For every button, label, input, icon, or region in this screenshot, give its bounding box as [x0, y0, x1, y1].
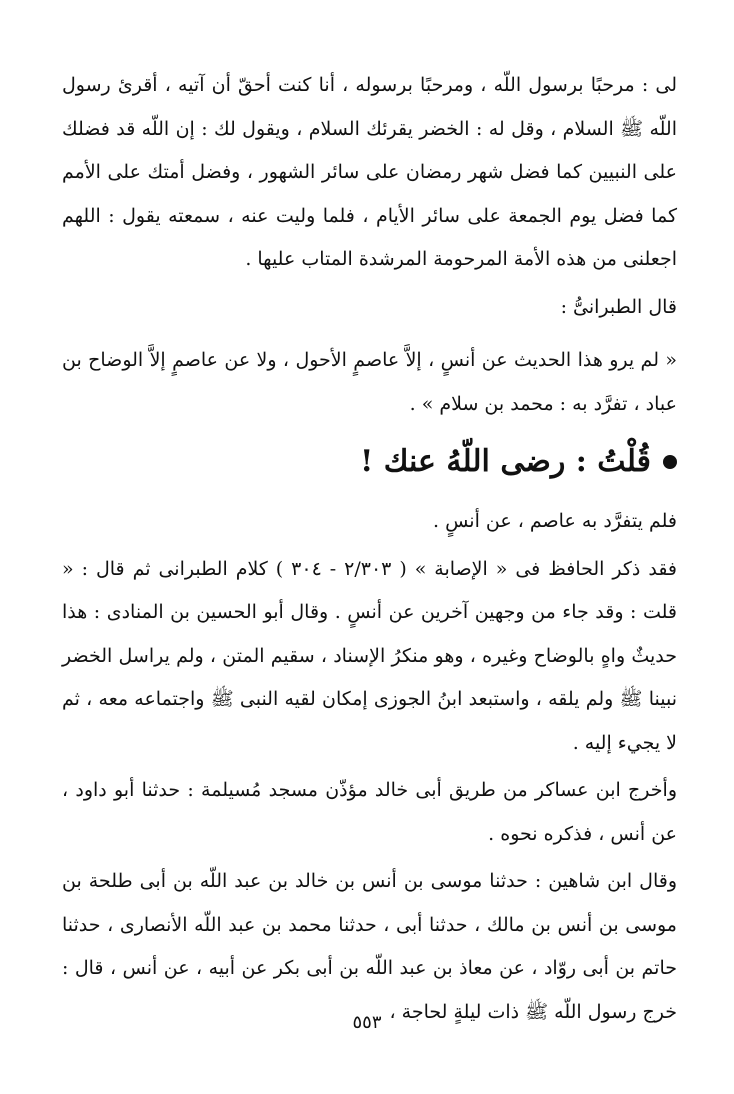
- paragraph-7: وقال ابن شاهين : حدثنا موسى بن أنس بن خالد بن عبد اللّه بن أبى طلحة بن موسى بن أنس بن مالك ، حدثنا أبى ، حدثنا محمد بن عبد اللّه الأنصارى ، حدثنا حاتم بن أبى روّاد ، عن معاذ بن عبد اللّه بن أبى بكر عن أبيه ، عن أنس ، قال : خرج رسول اللّه ﷺ ذات ليلةٍ لحاجة ،: [62, 870, 677, 1023]
- paragraph-6: وأخرج ابن عساكر من طريق أبى خالد مؤذّن مسجد مُسيلمة : حدثنا أبو داود ، عن أنس ، فذكره نحوه .: [62, 779, 677, 845]
- page-body: [62, 64, 677, 1034]
- paragraph-3-quote: « لم يرو هذا الحديث عن أنسٍ ، إلاَّ عاصمٍ الأحول ، ولا عن عاصمٍ إلاَّ الوضاح بن عباد ، تفرَّد به : محمد بن سلام » .: [62, 349, 677, 415]
- section-heading-text: قُلْتُ : رضى اللّهُ عنك !: [360, 444, 651, 479]
- paragraph-1: لى : مرحبًا برسول اللّه ، ومرحبًا برسوله ، أنا كنت أحقّ أن آتيه ، أقرئ رسول اللّه ﷺ السلام ، وقل له : الخضر يقرئك السلام ، ويقول لك : إن اللّه قد فضلك على النبيين كما فضل شهر رمضان على سائر الشهور ، وفضل أمتك على الأمم كما فضل يوم الجمعة على سائر الأيام ، فلما وليت عنه ، سمعته يقول : اللهم اجعلنى من هذه الأمة المرحومة المرشدة المتاب عليها .: [62, 74, 677, 270]
- bullet-icon: [663, 455, 677, 469]
- section-heading: [62, 432, 677, 492]
- paragraph-4: فلم يتفرَّد به عاصم ، عن أنسٍ .: [432, 510, 677, 532]
- page-number: ٥٥٣: [352, 1012, 382, 1033]
- paragraph-5: فقد ذكر الحافظ فى « الإصابة » ( ٢/٣٠٣ - ٣٠٤ ) كلام الطبرانى ثم قال : « قلت : وقد جاء من وجهين آخرين عن أنسٍ . وقال أبو الحسين بن المنادى : هذا حديثٌ واهٍ بالوضاح وغيره ، وهو منكرُ الإسناد ، سقيم المتن ، ولم يراسل الخضر نبينا ﷺ ولم يلقه ، واستبعد ابنُ الجوزى إمكان لقيه النبى ﷺ واجتماعه معه ، ثم لا يجيء إليه .: [62, 557, 678, 754]
- paragraph-2: قال الطبرانىُّ :: [560, 295, 677, 318]
